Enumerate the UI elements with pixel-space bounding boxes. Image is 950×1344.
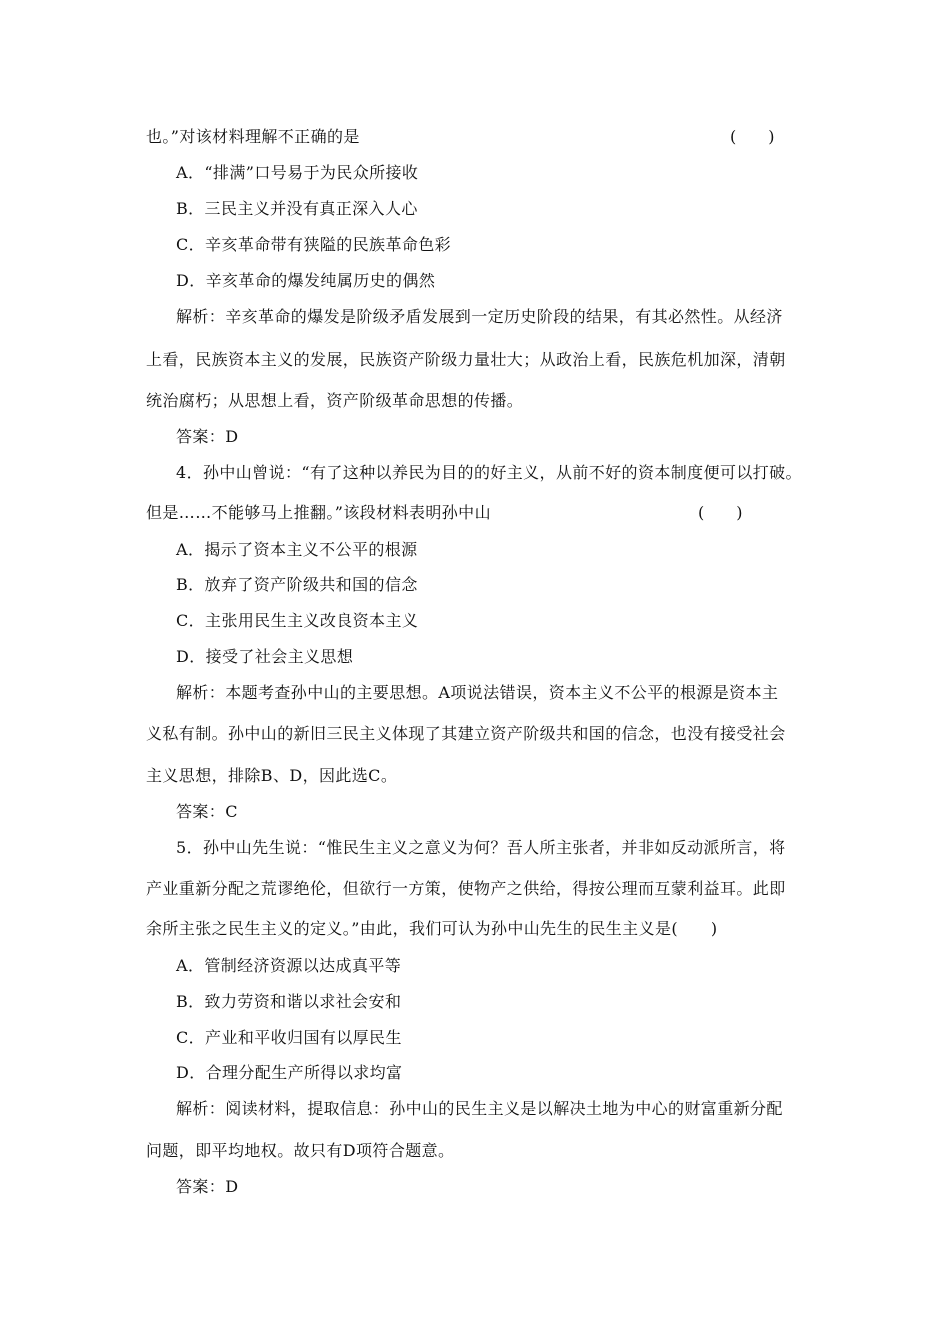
- q5-option-d: D．合理分配生产所得以求均富: [176, 1063, 403, 1082]
- q5-option-c: C．产业和平收归国有以厚民生: [176, 1028, 402, 1047]
- q3-analysis-line: 上看，民族资本主义的发展，民族资产阶级力量壮大；从政治上看，民族危机加深，清朝: [146, 350, 786, 369]
- q3-stem-tail: 也。”对该材料理解不正确的是: [146, 127, 360, 146]
- q4-option-a: A．揭示了资本主义不公平的根源: [176, 540, 418, 559]
- q4-stem-line: 但是……不能够马上推翻。”该段材料表明孙中山: [146, 503, 491, 522]
- q3-analysis-line: 统治腐朽；从思想上看，资产阶级革命思想的传播。: [146, 391, 524, 410]
- q4-analysis-line: 主义思想，排除B、D，因此选C。: [146, 766, 398, 785]
- q4-answer-paren: ( ): [698, 503, 743, 522]
- q3-option-c: C．辛亥革命带有狭隘的民族革命色彩: [176, 235, 452, 254]
- q5-analysis-line: 解析：阅读材料，提取信息：孙中山的民生主义是以解决土地为中心的财富重新分配: [176, 1099, 783, 1118]
- q5-option-b: B．致力劳资和谐以求社会安和: [176, 992, 402, 1011]
- q5-stem-line: 产业重新分配之荒谬绝伦，但欲行一方策，使物产之供给，得按公理而互蒙利益耳。此即: [146, 879, 786, 898]
- q5-answer: 答案：D: [176, 1177, 239, 1196]
- q3-option-a: A．“排满”口号易于为民众所接收: [176, 163, 419, 182]
- q3-option-d: D．辛亥革命的爆发纯属历史的偶然: [176, 271, 436, 290]
- q4-answer: 答案：C: [176, 802, 238, 821]
- q4-analysis-line: 解析：本题考查孙中山的主要思想。A项说法错误，资本主义不公平的根源是资本主: [176, 683, 779, 702]
- q4-stem-line: 4．孙中山曾说：“有了这种以养民为目的的好主义，从前不好的资本制度便可以打破。: [176, 463, 802, 482]
- q4-option-d: D．接受了社会主义思想: [176, 647, 354, 666]
- q5-option-a: A．管制经济资源以达成真平等: [176, 956, 402, 975]
- q4-analysis-line: 义私有制。孙中山的新旧三民主义体现了其建立资产阶级共和国的信念，也没有接受社会: [146, 724, 786, 743]
- q3-answer-paren: ( ): [730, 127, 775, 146]
- q3-analysis-line: 解析：辛亥革命的爆发是阶级矛盾发展到一定历史阶段的结果，有其必然性。从经济: [176, 307, 783, 326]
- q5-stem-line: 余所主张之民生主义的定义。”由此，我们可认为孙中山先生的民生主义是( ): [146, 919, 718, 938]
- q4-option-c: C．主张用民生主义改良资本主义: [176, 611, 419, 630]
- q4-option-b: B．放弃了资产阶级共和国的信念: [176, 575, 418, 594]
- q5-analysis-line: 问题，即平均地权。故只有D项符合题意。: [146, 1141, 455, 1160]
- q3-option-b: B．三民主义并没有真正深入人心: [176, 199, 418, 218]
- q5-stem-line: 5．孙中山先生说：“惟民生主义之意义为何？吾人所主张者，并非如反动派所言，将: [176, 838, 786, 857]
- q3-answer: 答案：D: [176, 427, 239, 446]
